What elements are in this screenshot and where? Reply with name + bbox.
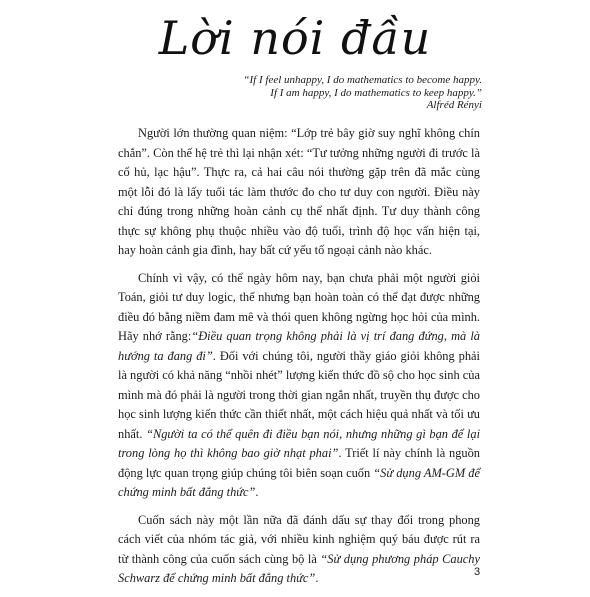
italic-quote-text: “Điều quan trọng không phải là vị trí đang đứng, mà là hướng ta đang đi” — [118, 329, 480, 363]
epigraph-line-2: If I am happy, I do mathematics to keep happy.” — [270, 86, 482, 99]
epigraph-author: Alfréd Rényi — [426, 99, 482, 111]
italic-quote-text: “Người ta có thể quên đi điều bạn nói, nhưng những gì bạn để lại trong lòng họ thì không bao giờ nhạt phai” — [118, 426, 481, 460]
paragraph-text: . — [255, 485, 259, 499]
paragraph-text: . — [315, 571, 319, 585]
paragraph-text: . Triết lí này chính là nguồn động lực quan trọng giúp chúng tôi biên soạn cuốn — [118, 446, 480, 480]
page-title: Lời nói đầu — [158, 11, 432, 65]
epigraph-line-1: “If I feel unhappy, I do mathematics to become happy. — [243, 74, 482, 86]
paragraph-1 — [118, 124, 480, 261]
page-number: 3 — [474, 566, 481, 578]
paragraph-2 — [118, 269, 480, 503]
paragraph-3 — [118, 511, 480, 589]
italic-quote-text: “Sử dụng AM-GM để chứng minh bất đẳng thức” — [118, 465, 480, 499]
italic-quote-text: “Sử dụng phương pháp Cauchy Schwarz để chứng minh bất đẳng thức” — [118, 551, 480, 585]
epigraph-quote — [142, 74, 482, 112]
body-text — [118, 124, 480, 597]
paragraph-text: Người lớn thường quan niệm: “Lớp trẻ bây giờ suy nghĩ không chín chắn”. Còn thế hệ trẻ thì lại nhận xét: “Tư tưởng những người đi trước là cổ hủ, lạc hậu”. Thực ra, cả hai câu nói thường gặp trên đã mắc cùng một lỗi đó là lấy tuổi tác làm thước đo cho tư duy con người. Điều này chỉ đúng trong những hoàn cảnh cụ thể nhất định. Tư duy thành công thực sự không phụ thuộc nhiều vào độ tuổi, trình độ học vấn hiện tại, hay hoàn cảnh gia đình, hay bất cứ yếu tố ngoại cảnh nào khác. — [118, 126, 480, 257]
paragraph-text: . Đối với chúng tôi, người thầy giáo giỏi không phải là người có khả năng “nhồi nhét” lượng kiến thức đồ sộ cho học sinh của mình mà đó phải là người trong thời gian ngắn nhất, truyền thụ được cho học sinh lượng kiến thức cần thiết nhất, một cách hiệu quả nhất và tối ưu nhất. — [118, 348, 480, 441]
paragraph-text: Cuốn sách này một lần nữa đã đánh dấu sự thay đổi trong phong cách viết của nhóm tác giả, với nhiều kinh nghiệm quý báu được rút ra từ thành công của cuốn sách cùng bộ là — [118, 512, 480, 566]
paragraph-text: Chính vì vậy, có thể ngày hôm nay, bạn chưa phải một người giỏi Toán, giỏi tư duy logic, thế nhưng bạn hoàn toàn có thể đạt được những điều đó bằng niềm đam mê và thói quen không ngừng học hỏi của mình. Hãy nhớ rằng: — [118, 270, 480, 343]
